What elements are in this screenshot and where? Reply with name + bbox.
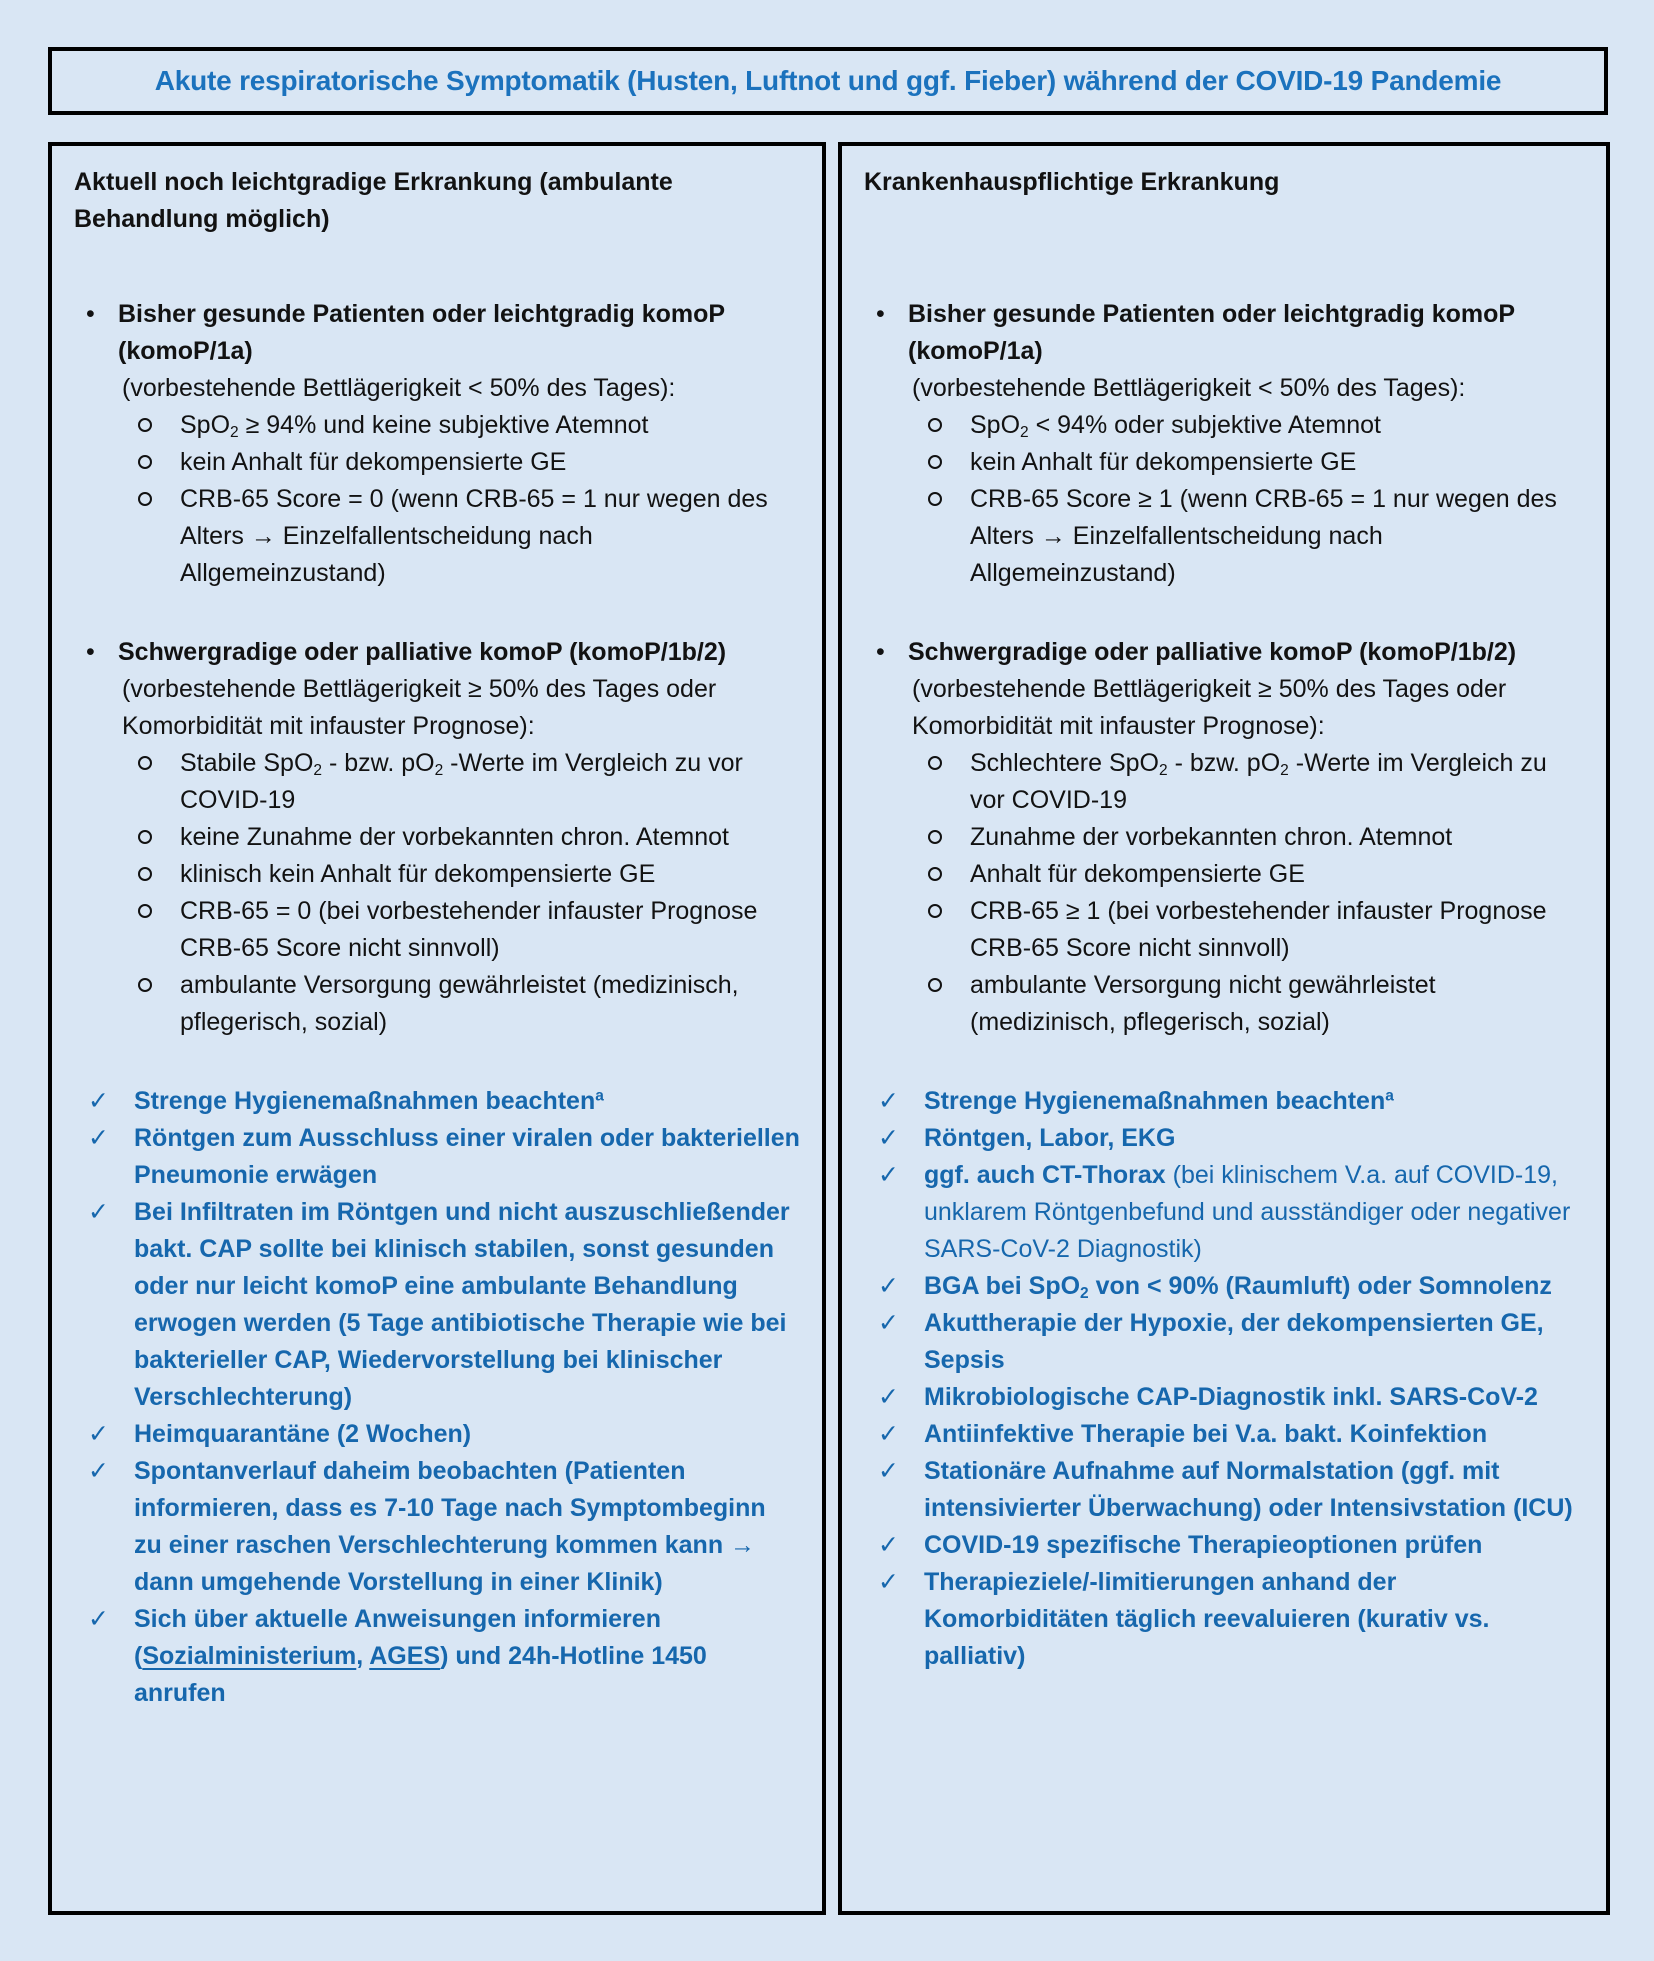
circle-icon bbox=[928, 904, 942, 918]
item-text: Strenge Hygienemaßnahmen beachten$^a$ bbox=[924, 1087, 1394, 1115]
list-item bbox=[864, 1453, 1584, 1527]
item-text: SpO$_2$ < 94% oder subjektive Atemnot bbox=[970, 411, 1381, 441]
column-outpatient-header: Aktuell noch leichtgradige Erkrankung (ambulante Behandlung möglich) bbox=[74, 168, 673, 233]
item-text: Schwergradige oder palliative komoP (komoP/1b/2) bbox=[908, 638, 1517, 666]
list-item bbox=[864, 671, 1584, 745]
check-icon: ✓ bbox=[88, 1124, 109, 1152]
item-text: Akuttherapie der Hypoxie, der dekompensierten GE, Sepsis bbox=[924, 1309, 1544, 1374]
check-icon: ✓ bbox=[878, 1087, 899, 1115]
circle-icon bbox=[928, 756, 942, 770]
list-item bbox=[864, 370, 1584, 407]
check-icon: ✓ bbox=[878, 1124, 899, 1152]
circle-icon bbox=[928, 418, 942, 432]
circle-icon bbox=[138, 978, 152, 992]
check-icon: ✓ bbox=[878, 1272, 899, 1300]
circle-icon bbox=[138, 830, 152, 844]
check-icon: ✓ bbox=[878, 1531, 899, 1559]
list-item bbox=[864, 1379, 1584, 1416]
circle-icon bbox=[928, 978, 942, 992]
list-item bbox=[864, 296, 1584, 370]
check-icon: ✓ bbox=[88, 1605, 109, 1633]
spacer bbox=[74, 1041, 800, 1083]
page-title: Akute respiratorische Symptomatik (Husten, Luftnot und ggf. Fieber) während der COVID-19 Pandemie bbox=[154, 65, 1502, 96]
item-text: BGA bei SpO$_2$ von < 90% (Raumluft) oder Somnolenz bbox=[924, 1272, 1552, 1302]
column-outpatient-items bbox=[74, 296, 800, 1712]
arrow-icon: → bbox=[1040, 522, 1066, 550]
item-text: Heimquarantäne (2 Wochen) bbox=[134, 1420, 472, 1448]
list-item bbox=[74, 819, 800, 856]
list-item bbox=[864, 1268, 1584, 1305]
bullet-icon: • bbox=[876, 300, 885, 328]
item-text: SpO$_2$ ≥ 94% und keine subjektive Atemnot bbox=[180, 411, 649, 441]
list-item bbox=[864, 1527, 1584, 1564]
spacer bbox=[864, 592, 1584, 634]
list-item bbox=[864, 1416, 1584, 1453]
circle-icon bbox=[928, 492, 942, 506]
item-text: Zunahme der vorbekannten chron. Atemnot bbox=[970, 823, 1453, 851]
item-text: Stationäre Aufnahme auf Normalstation (ggf. mit intensivierter Überwachung) oder Intensivstation (ICU) bbox=[924, 1457, 1573, 1522]
check-icon: ✓ bbox=[878, 1161, 899, 1189]
list-item bbox=[74, 1083, 800, 1120]
inline-link[interactable]: AGES bbox=[369, 1642, 441, 1670]
list-item bbox=[74, 1601, 800, 1712]
inline-link[interactable]: Sozialministerium bbox=[142, 1642, 357, 1670]
list-item bbox=[74, 967, 800, 1041]
list-item bbox=[74, 1416, 800, 1453]
item-text: Therapieziele/-limitierungen anhand der Komorbiditäten täglich reevaluieren (kurativ vs. palliativ) bbox=[924, 1568, 1490, 1670]
list-item bbox=[864, 1083, 1584, 1120]
item-text: klinisch kein Anhalt für dekompensierte GE bbox=[180, 860, 656, 888]
check-icon: ✓ bbox=[878, 1309, 899, 1337]
column-hospital-items bbox=[864, 296, 1584, 1675]
item-text: ggf. auch CT-Thorax (bei klinischem V.a. auf COVID-19, unklarem Röntgenbefund und ausständiger oder negativer SARS-CoV-2 Diagnostik) bbox=[924, 1161, 1571, 1263]
column-hospital-header: Krankenhauspflichtige Erkrankung bbox=[864, 168, 1280, 196]
list-item bbox=[74, 481, 800, 592]
list-item bbox=[74, 745, 800, 819]
list-item bbox=[864, 407, 1584, 444]
check-icon: ✓ bbox=[878, 1568, 899, 1596]
check-icon: ✓ bbox=[88, 1087, 109, 1115]
list-item bbox=[74, 671, 800, 745]
item-text: Anhalt für dekompensierte GE bbox=[970, 860, 1305, 888]
item-text: ambulante Versorgung gewährleistet (medizinisch, pflegerisch, sozial) bbox=[180, 971, 739, 1036]
list-item bbox=[864, 444, 1584, 481]
list-item bbox=[74, 296, 800, 370]
arrow-icon: → bbox=[250, 522, 276, 550]
item-text: ambulante Versorgung nicht gewährleistet (medizinisch, pflegerisch, sozial) bbox=[970, 971, 1436, 1036]
title-banner bbox=[48, 47, 1608, 115]
arrow-icon: → bbox=[730, 1531, 756, 1559]
list-item bbox=[74, 634, 800, 671]
bullet-icon: • bbox=[876, 638, 885, 666]
item-text: Stabile SpO$_2$ - bzw. $pO_2$ -Werte im Vergleich zu vor COVID-19 bbox=[180, 749, 743, 814]
list-item bbox=[864, 1564, 1584, 1675]
bullet-icon: • bbox=[86, 300, 95, 328]
item-text: Röntgen, Labor, EKG bbox=[924, 1124, 1176, 1152]
item-text: CRB-65 Score ≥ 1 (wenn CRB-65 = 1 nur wegen des Alters → Einzelfallentscheidung nach Allgemeinzustand) bbox=[970, 485, 1557, 587]
check-icon: ✓ bbox=[88, 1198, 109, 1226]
item-text: Bisher gesunde Patienten oder leichtgradig komoP (komoP/1a) bbox=[908, 300, 1515, 365]
list-item bbox=[864, 1157, 1584, 1268]
item-text: CRB-65 Score = 0 (wenn CRB-65 = 1 nur wegen des Alters → Einzelfallentscheidung nach Allgemeinzustand) bbox=[180, 485, 768, 587]
item-text: (vorbestehende Bettlägerigkeit ≥ 50% des Tages oder Komorbidität mit infauster Prognose): bbox=[122, 675, 717, 740]
item-text: kein Anhalt für dekompensierte GE bbox=[180, 448, 567, 476]
list-item bbox=[864, 1305, 1584, 1379]
item-text: Strenge Hygienemaßnahmen beachten$^a$ bbox=[134, 1087, 604, 1115]
circle-icon bbox=[928, 867, 942, 881]
list-item bbox=[74, 444, 800, 481]
item-text: kein Anhalt für dekompensierte GE bbox=[970, 448, 1357, 476]
list-item bbox=[74, 893, 800, 967]
circle-icon bbox=[928, 830, 942, 844]
list-item bbox=[864, 481, 1584, 592]
item-text: keine Zunahme der vorbekannten chron. Atemnot bbox=[180, 823, 729, 851]
item-text: (vorbestehende Bettlägerigkeit < 50% des Tages): bbox=[122, 374, 676, 402]
list-item bbox=[74, 370, 800, 407]
item-text: Schlechtere SpO$_2$ - bzw. $pO_2$ -Werte im Vergleich zu vor COVID-19 bbox=[970, 749, 1547, 814]
column-hospital bbox=[838, 142, 1610, 1915]
item-text: Mikrobiologische CAP-Diagnostik inkl. SARS-CoV-2 bbox=[924, 1383, 1538, 1411]
item-text: COVID-19 spezifische Therapieoptionen prüfen bbox=[924, 1531, 1483, 1559]
item-text: Schwergradige oder palliative komoP (komoP/1b/2) bbox=[118, 638, 727, 666]
list-item bbox=[74, 407, 800, 444]
item-text: (vorbestehende Bettlägerigkeit < 50% des Tages): bbox=[912, 374, 1466, 402]
circle-icon bbox=[138, 867, 152, 881]
circle-icon bbox=[138, 756, 152, 770]
check-icon: ✓ bbox=[88, 1457, 109, 1485]
list-item bbox=[864, 745, 1584, 819]
list-item bbox=[864, 634, 1584, 671]
list-item bbox=[74, 856, 800, 893]
spacer bbox=[864, 1041, 1584, 1083]
check-icon: ✓ bbox=[878, 1420, 899, 1448]
circle-icon bbox=[138, 904, 152, 918]
circle-icon bbox=[138, 492, 152, 506]
list-item bbox=[74, 1453, 800, 1601]
list-item bbox=[864, 856, 1584, 893]
item-text: CRB-65 = 0 (bei vorbestehender infauster Prognose CRB-65 Score nicht sinnvoll) bbox=[180, 897, 758, 962]
list-item bbox=[864, 819, 1584, 856]
check-icon: ✓ bbox=[878, 1457, 899, 1485]
check-icon: ✓ bbox=[878, 1383, 899, 1411]
circle-icon bbox=[928, 455, 942, 469]
list-item bbox=[74, 1194, 800, 1416]
bullet-icon: • bbox=[86, 638, 95, 666]
column-outpatient bbox=[48, 142, 826, 1915]
item-text: CRB-65 ≥ 1 (bei vorbestehender infauster Prognose CRB-65 Score nicht sinnvoll) bbox=[970, 897, 1547, 962]
circle-icon bbox=[138, 418, 152, 432]
list-item bbox=[864, 893, 1584, 967]
list-item bbox=[74, 1120, 800, 1194]
circle-icon bbox=[138, 455, 152, 469]
spacer bbox=[74, 592, 800, 634]
check-icon: ✓ bbox=[88, 1420, 109, 1448]
item-text: Antiinfektive Therapie bei V.a. bakt. Koinfektion bbox=[924, 1420, 1488, 1448]
item-text: Röntgen zum Ausschluss einer viralen oder bakteriellen Pneumonie erwägen bbox=[134, 1124, 800, 1189]
item-text: Bisher gesunde Patienten oder leichtgradig komoP (komoP/1a) bbox=[118, 300, 725, 365]
item-text: (vorbestehende Bettlägerigkeit ≥ 50% des Tages oder Komorbidität mit infauster Prognose): bbox=[912, 675, 1507, 740]
list-item bbox=[864, 1120, 1584, 1157]
item-text: Sich über aktuelle Anweisungen informieren (Sozialministerium, AGES) und 24h-Hotline 1450 anrufen bbox=[134, 1605, 707, 1707]
item-text: Spontanverlauf daheim beobachten (Patienten informieren, dass es 7-10 Tage nach Symptombeginn zu einer raschen Verschlechterung kommen kann → dann umgehende Vorstellung in einer Klinik) bbox=[134, 1457, 766, 1596]
list-item bbox=[864, 967, 1584, 1041]
item-text: Bei Infiltraten im Röntgen und nicht auszuschließender bakt. CAP sollte bei klinisch stabilen, sonst gesunden oder nur leicht komoP eine ambulante Behandlung erwogen werden (5 Tage antibiotische Therapie wie bei bakterieller CAP, Wiedervorstellung bei klinischer Verschlechterung) bbox=[134, 1198, 790, 1411]
